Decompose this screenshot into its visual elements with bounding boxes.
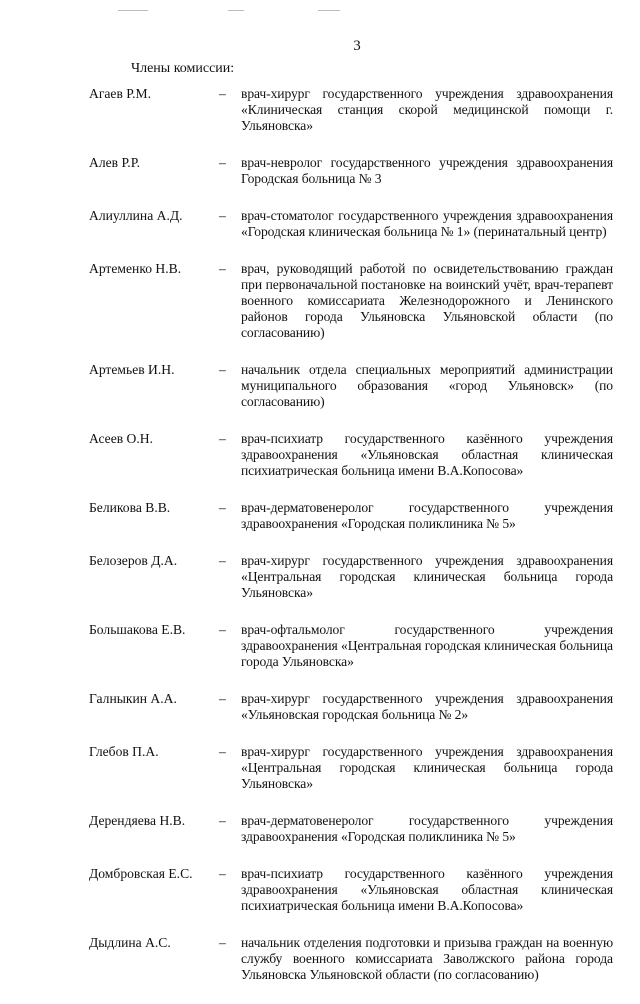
- member-row: [89, 431, 613, 479]
- member-role: врач-офтальмолог государственного учреждения здравоохранения «Центральная городская клиническая больница города Ульяновска»: [241, 622, 613, 669]
- scan-artifact: [318, 10, 340, 11]
- member-name: Дерендяева Н.В.: [89, 813, 186, 828]
- member-name: Беликова В.В.: [89, 500, 171, 515]
- member-role: врач-невролог государственного учреждения здравоохранения Городская больница № 3: [241, 155, 613, 186]
- member-role: врач-хирург государственного учреждения здравоохранения «Ульяновская городская больница № 2»: [241, 691, 613, 722]
- member-row: [89, 691, 613, 723]
- member-name: Большакова Е.В.: [89, 622, 186, 637]
- member-name: Артемьев И.Н.: [89, 362, 175, 377]
- member-dash: –: [219, 935, 226, 950]
- member-name: Алев Р.Р.: [89, 155, 140, 170]
- member-dash: –: [219, 744, 226, 759]
- member-row: [89, 553, 613, 601]
- member-name: Артеменко Н.В.: [89, 261, 182, 276]
- member-dash: –: [219, 261, 226, 276]
- member-dash: –: [219, 622, 226, 637]
- member-dash: –: [219, 86, 226, 101]
- member-dash: –: [219, 155, 226, 170]
- member-row: [89, 155, 613, 187]
- member-role: начальник отдела специальных мероприятий администрации муниципального образования «город Ульяновск» (по согласованию): [241, 362, 613, 409]
- member-role: врач-стоматолог государственного учреждения здравоохранения «Городская клиническая больница № 1» (перинатальный центр): [241, 208, 613, 239]
- member-role: врач-хирург государственного учреждения здравоохранения «Центральная городская клиническая больница города Ульяновска»: [241, 744, 613, 791]
- member-dash: –: [219, 431, 226, 446]
- member-dash: –: [219, 553, 226, 568]
- members-list: [89, 86, 613, 1004]
- member-dash: –: [219, 208, 226, 223]
- member-name: Глебов П.А.: [89, 744, 159, 759]
- member-role: врач-психиатр государственного казённого учреждения здравоохранения «Ульяновская областная клиническая психиатрическая больница имени В.А.Копосова»: [241, 431, 613, 478]
- member-dash: –: [219, 813, 226, 828]
- member-row: [89, 500, 613, 532]
- member-role: врач-психиатр государственного казённого учреждения здравоохранения «Ульяновская областная клиническая психиатрическая больница имени В.А.Копосова»: [241, 866, 613, 913]
- member-name: Асеев О.Н.: [89, 431, 153, 446]
- member-row: [89, 261, 613, 341]
- member-row: [89, 86, 613, 134]
- member-row: [89, 208, 613, 240]
- scan-artifact: [228, 10, 244, 11]
- scan-artifact: [118, 10, 148, 11]
- member-dash: –: [219, 866, 226, 881]
- member-name: Алиуллина А.Д.: [89, 208, 183, 223]
- member-role: врач-хирург государственного учреждения здравоохранения «Клиническая станция скорой медицинской помощи г. Ульяновска»: [241, 86, 613, 133]
- page-number: 3: [353, 38, 361, 54]
- member-dash: –: [219, 362, 226, 377]
- member-name: Дыдлина А.С.: [89, 935, 171, 950]
- member-role: врач-дерматовенеролог государственного учреждения здравоохранения «Городская поликлиника № 5»: [241, 500, 613, 531]
- member-row: [89, 935, 613, 983]
- member-row: [89, 362, 613, 410]
- member-role: врач, руководящий работой по освидетельствованию граждан при первоначальной постановке на воинский учёт, врач-терапевт военного комиссариата Железнодорожного и Ленинского районов города Ульяновска Ульяновской области (по согласованию): [241, 261, 613, 340]
- member-role: начальник отделения подготовки и призыва граждан на военную службу военного комиссариата Заволжского района города Ульяновска Ульяновской области (по согласованию): [241, 935, 613, 982]
- member-dash: –: [219, 691, 226, 706]
- member-dash: –: [219, 500, 226, 515]
- member-row: [89, 866, 613, 914]
- member-role: врач-дерматовенеролог государственного учреждения здравоохранения «Городская поликлиника № 5»: [241, 813, 613, 844]
- member-name: Белозеров Д.А.: [89, 553, 178, 568]
- member-row: [89, 622, 613, 670]
- member-row: [89, 813, 613, 845]
- member-name: Домбровская Е.С.: [89, 866, 193, 881]
- member-row: [89, 744, 613, 792]
- section-heading: Члены комиссии:: [131, 61, 235, 76]
- member-name: Галныкин А.А.: [89, 691, 177, 706]
- member-role: врач-хирург государственного учреждения здравоохранения «Центральная городская клиническая больница города Ульяновска»: [241, 553, 613, 600]
- member-name: Агаев Р.М.: [89, 86, 152, 101]
